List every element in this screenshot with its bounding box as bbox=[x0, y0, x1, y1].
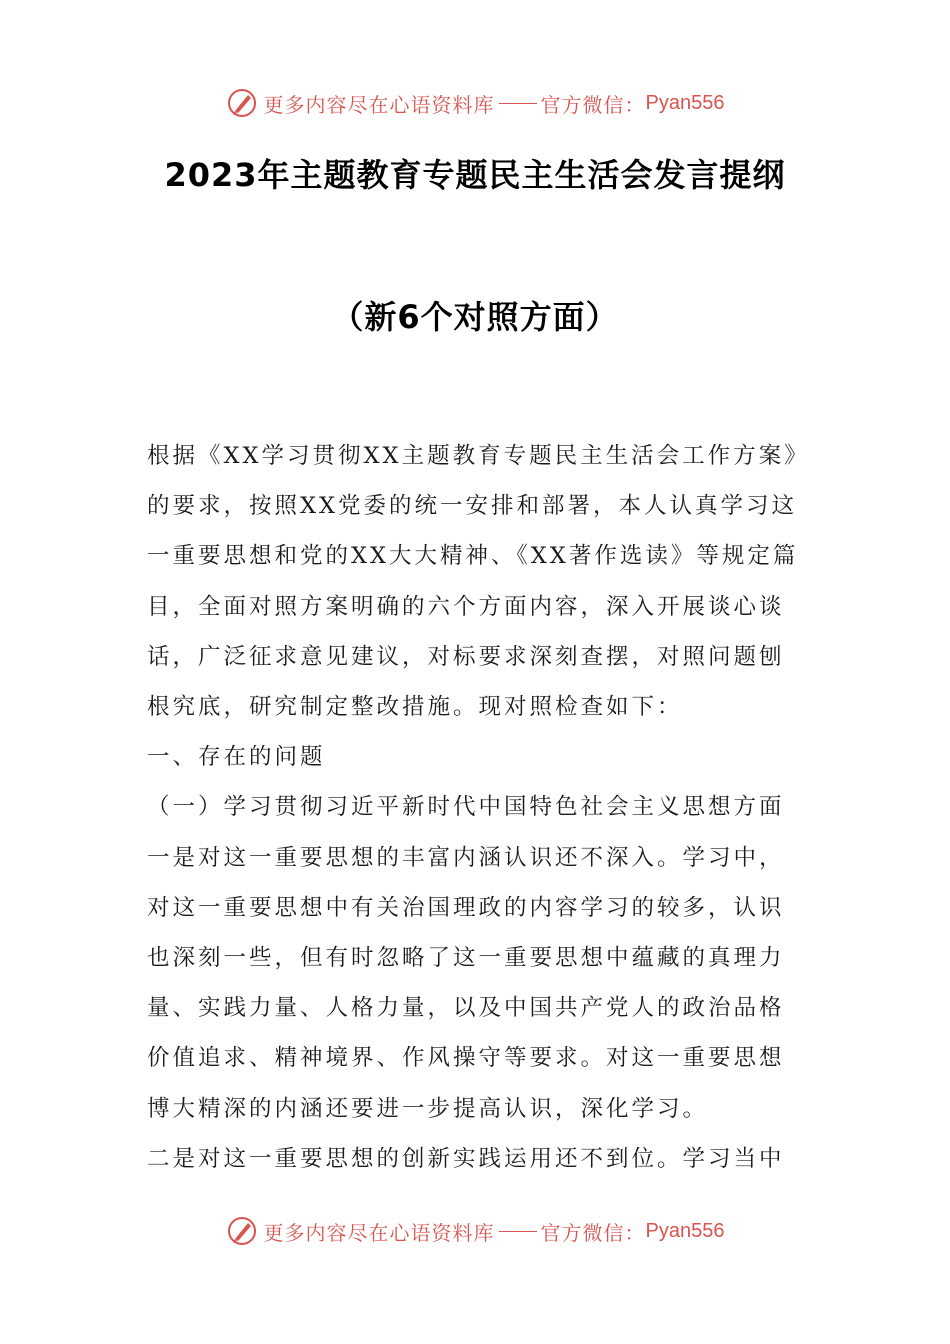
watermark-label: 官方微信： bbox=[540, 92, 646, 117]
document-subtitle: （新6个对照方面） bbox=[331, 298, 619, 336]
body-line: 的要求，按照XX党委的统一安排和部署，本人认真学习这 bbox=[147, 493, 798, 520]
document-title: 2023年主题教育专题民主生活会发言提纲 bbox=[164, 156, 786, 194]
footer-watermark bbox=[0, 1211, 950, 1251]
quill-logo-icon bbox=[226, 87, 258, 119]
body-line: 博大精深的内涵还要进一步提高认识，深化学习。 bbox=[147, 1095, 709, 1122]
body-line: 话，广泛征求意见建议，对标要求深刻查摆，对照问题刨 bbox=[147, 643, 785, 670]
quill-logo-icon bbox=[226, 1215, 258, 1247]
body-line: 根究底，研究制定整改措施。现对照检查如下： bbox=[147, 694, 683, 721]
section-heading: 一、存在的问题 bbox=[147, 744, 326, 771]
header-watermark bbox=[0, 83, 950, 123]
document-body bbox=[147, 431, 810, 1184]
body-line: 量、实践力量、人格力量，以及中国共产党人的政治品格 bbox=[147, 995, 785, 1022]
watermark-account: Pyan556 bbox=[645, 91, 725, 114]
watermark-divider bbox=[499, 103, 537, 104]
watermark-brand: 更多内容尽在心语资料库 bbox=[263, 1220, 495, 1245]
watermark-label: 官方微信： bbox=[540, 1220, 646, 1245]
body-line: 一重要思想和党的XX大大精神、《XX著作选读》等规定篇 bbox=[147, 543, 799, 570]
body-line: 价值追求、精神境界、作风操守等要求。对这一重要思想 bbox=[147, 1045, 785, 1072]
body-line: 也深刻一些，但有时忽略了这一重要思想中蕴藏的真理力 bbox=[147, 945, 785, 972]
watermark-account: Pyan556 bbox=[645, 1219, 725, 1242]
body-line: 对这一重要思想中有关治国理政的内容学习的较多，认识 bbox=[147, 894, 785, 921]
body-line: 二是对这一重要思想的创新实践运用还不到位。学习当中 bbox=[147, 1145, 785, 1172]
watermark-brand: 更多内容尽在心语资料库 bbox=[263, 92, 495, 117]
body-line: 目，全面对照方案明确的六个方面内容，深入开展谈心谈 bbox=[147, 593, 785, 620]
watermark-divider bbox=[499, 1231, 537, 1232]
body-line: 根据《XX学习贯彻XX主题教育专题民主生活会工作方案》 bbox=[147, 443, 810, 469]
subsection-heading: （一）学习贯彻习近平新时代中国特色社会主义思想方面 bbox=[147, 794, 785, 821]
body-line: 一是对这一重要思想的丰富内涵认识还不深入。学习中， bbox=[147, 844, 785, 871]
